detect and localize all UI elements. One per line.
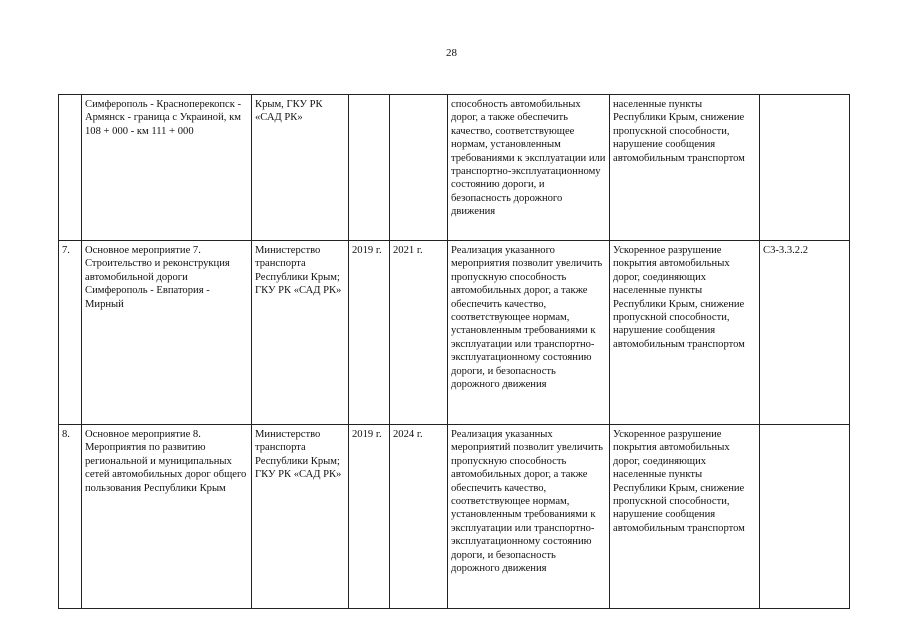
- row-number-cell: 7.: [59, 241, 82, 425]
- indicator-cell: [760, 425, 850, 609]
- table-row: [59, 241, 850, 425]
- executor-cell: Министерство транспорта Республики Крым; ГКУ РК «САД РК»: [252, 241, 349, 425]
- start-year-cell: 2019 г.: [349, 241, 390, 425]
- start-year-cell: 2019 г.: [349, 425, 390, 609]
- page-number: 28: [446, 47, 457, 59]
- measure-name-cell: Основное мероприятие 7. Строительство и реконструкция автомобильной дороги Симферополь - Евпатория - Мирный: [82, 241, 252, 425]
- measure-name-cell: Основное мероприятие 8. Мероприятия по развитию региональной и муниципальных сетей автомобильных дорог общего пользования Республики Крым: [82, 425, 252, 609]
- table-row: [59, 95, 850, 241]
- start-year-cell: [349, 95, 390, 241]
- measure-name-cell: Симферополь - Красноперекопск - Армянск - граница с Украиной, км 108 + 000 - км 111 + 000: [82, 95, 252, 241]
- end-year-cell: 2021 г.: [390, 241, 448, 425]
- indicator-cell: [760, 95, 850, 241]
- end-year-cell: [390, 95, 448, 241]
- consequences-cell: населенные пункты Республики Крым, снижение пропускной способности, нарушение сообщения автомобильным транспортом: [610, 95, 760, 241]
- indicator-cell: С3-3.3.2.2: [760, 241, 850, 425]
- measures-table: [58, 94, 850, 609]
- row-number-cell: [59, 95, 82, 241]
- expected-result-cell: Реализация указанных мероприятий позволит увеличить пропускную способность автомобильных дорог, а также обеспечить качество, соответствующее нормам, установленным требованиями к эксплуатации или транспортно-эксплуатационному состоянию дороги, и безопасность дорожного движения: [448, 425, 610, 609]
- executor-cell: Крым, ГКУ РК «САД РК»: [252, 95, 349, 241]
- end-year-cell: 2024 г.: [390, 425, 448, 609]
- consequences-cell: Ускоренное разрушение покрытия автомобильных дорог, соединяющих населенные пункты Республики Крым, снижение пропускной способности, нарушение сообщения автомобильным транспортом: [610, 425, 760, 609]
- expected-result-cell: способность автомобильных дорог, а также обеспечить качество, соответствующее нормам, установленным требованиями к эксплуатации или транспортно-эксплуатационному состоянию дороги, и безопасность дорожного движения: [448, 95, 610, 241]
- executor-cell: Министерство транспорта Республики Крым; ГКУ РК «САД РК»: [252, 425, 349, 609]
- consequences-cell: Ускоренное разрушение покрытия автомобильных дорог, соединяющих населенные пункты Республики Крым, снижение пропускной способности, нарушение сообщения автомобильным транспортом: [610, 241, 760, 425]
- expected-result-cell: Реализация указанного мероприятия позволит увеличить пропускную способность автомобильных дорог, а также обеспечить качество, соответствующее нормам, установленным требованиями к эксплуатации или транспортно-эксплуатационному состоянию дороги, и безопасность дорожного движения: [448, 241, 610, 425]
- row-number-cell: 8.: [59, 425, 82, 609]
- table-row: [59, 425, 850, 609]
